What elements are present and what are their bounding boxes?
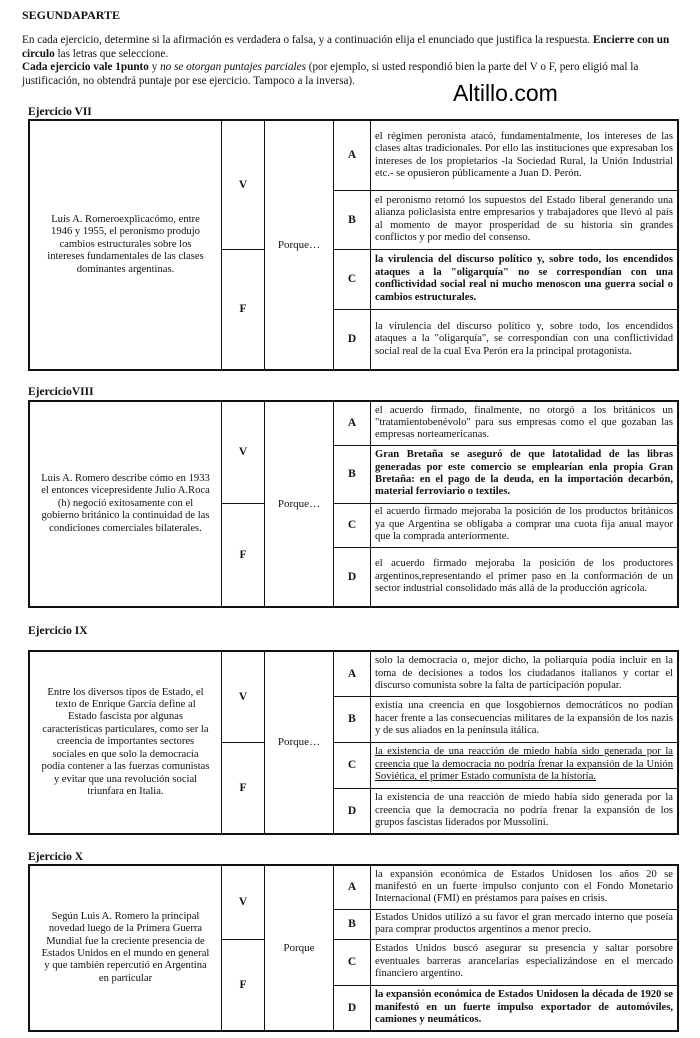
- false-option[interactable]: F: [222, 503, 265, 607]
- option-text: [371, 401, 679, 445]
- porque-label: Porque…: [265, 120, 334, 370]
- exercise-table: [28, 400, 679, 608]
- option-letter[interactable]: A: [334, 651, 371, 696]
- option-letter[interactable]: C: [334, 939, 371, 985]
- option-letter[interactable]: D: [334, 309, 371, 370]
- option-letter[interactable]: C: [334, 249, 371, 309]
- option-text: [371, 547, 679, 607]
- exercise-statement: Luis A. Romero describe cómo en 1933 el entonces vicepresidente Julio A.Roca (h) negoció exitosamente con el gobierno británico la continuidad de las condiciones comerciales bilaterales.: [29, 401, 222, 607]
- option-text-content: el acuerdo firmado, finalmente, no otorgó a los británicos un "tratamientobenévolo" para sus empresas como el que gozaban las empresas norteamericanas.: [375, 404, 673, 441]
- exercise-statement: Entre los diversos tipos de Estado, el texto de Enrique García define al Estado fascista por algunas características particulares, como ser la creencia de importantes sectores sociales en que solo la democracia podía contener a las fuerzas comunistas y evitar que una revolución social triunfara en Italia.: [29, 651, 222, 834]
- option-letter[interactable]: B: [334, 445, 371, 503]
- option-text: [371, 445, 679, 503]
- exercise-title: Ejercicio VII: [28, 106, 92, 118]
- option-text: [371, 788, 679, 834]
- option-text: [371, 120, 679, 191]
- true-option[interactable]: V: [222, 120, 265, 249]
- option-text: [371, 309, 679, 370]
- option-text: [371, 909, 679, 939]
- option-text-content: Estados Unidos utilizó a su favor el gran mercado interno que poseía para comprar productos argentinos a menor precio.: [375, 911, 673, 935]
- exercise-statement: Luis A. Romeroexplicacómo, entre 1946 y 1955, el peronismo produjo cambios estructurales sobre los intereses fundamentales de las clases dominantes argentinas.: [29, 120, 222, 370]
- option-text-content: el régimen peronista atacó, fundamentalmente, los intereses de las clases altas tradicionales. Por ello las instituciones que expresaban los intereses de los propietarios -la Sociedad Rural, la Unión Industrial etc.- se opusieron públicamente a Juan D. Perón.: [375, 130, 673, 179]
- option-text: [371, 939, 679, 985]
- option-text-content: la virulencia del discurso político y, sobre todo, los encendidos ataques a la "oligarquía" no se correspondían con una conflictividad social real ni mucho menoscon una guerra social o cambios estructurales.: [375, 254, 673, 303]
- option-text-content: la existencia de una reacción de miedo había sido generada por la creencia que la democracia no podría frenar la expansión de los grupos fascistas liderados por Mussolini.: [375, 792, 673, 828]
- exercise-table: [28, 119, 679, 371]
- option-letter[interactable]: A: [334, 865, 371, 909]
- porque-label: Porque…: [265, 401, 334, 607]
- instructions-text: (por ejemplo, si usted respondió bien la parte del V o F, pero eligió mal la justificación, no obtendrá puntaje por ese ejercicio. Tampoco a la inversa).: [22, 61, 639, 87]
- option-text-content: el peronismo retomó los supuestos del Estado liberal generando una alianza policlasista entre empresarios y trabajadores que llevó al país al momento de mayor prosperidad de su historia sin grandes conflictos y por medio del consenso.: [375, 194, 673, 244]
- instructions-text: y: [148, 61, 161, 73]
- option-text-content: existía una creencia en que losgobiernos democráticos no podían hacer frente a las consecuencias militares de la expansión de los nazis y de sus aliados en la península itálica.: [375, 700, 673, 737]
- false-option[interactable]: F: [222, 742, 265, 834]
- option-text: [371, 249, 679, 309]
- page-heading: SEGUNDAPARTE: [22, 8, 121, 22]
- option-text: [371, 865, 679, 909]
- exercise-table: [28, 864, 679, 1032]
- option-text-content: el acuerdo firmado mejoraba la posición de los productos británicos ya que Argentina se obligaba a comprar una cuota fija anual mayor que la comprada anteriormente.: [375, 506, 673, 543]
- option-letter[interactable]: A: [334, 120, 371, 191]
- exercise-table: [28, 650, 679, 835]
- option-text-content: el acuerdo firmado mejoraba la posición de los productores argentinos,representando el primer paso en la conformación de un sector industrial consolidado más allá de la producción agrícola.: [375, 558, 673, 594]
- option-text: [371, 191, 679, 249]
- option-text-content: la expansión económica de Estados Unidosen los años 20 se manifestó en un fuerte impulso conjunto con el Fondo Monetario Internacional (FMI) en préstamos para países en crisis.: [375, 868, 673, 905]
- option-letter[interactable]: C: [334, 503, 371, 547]
- instructions-emphasis: Cada ejercicio vale 1punto: [22, 61, 149, 73]
- option-text-content: Gran Bretaña se aseguró de que latotalidad de las libras generadas por este comercio se emplearían enla propia Gran Bretaña: en el pago de la deuda, en la importación decarbón, material ferroviario o textiles.: [375, 449, 673, 498]
- option-letter[interactable]: C: [334, 742, 371, 788]
- option-letter[interactable]: B: [334, 696, 371, 742]
- option-text-content: solo la democracia o, mejor dicho, la poliarquía podía incluir en la toma de decisiones a todos los ciudadanos italianos y cortar el discurso comunista sobre la falta de participación popular.: [375, 655, 673, 691]
- porque-label: Porque: [265, 865, 334, 1031]
- option-text: [371, 503, 679, 547]
- option-text: [371, 651, 679, 696]
- option-letter[interactable]: D: [334, 985, 371, 1031]
- exercise-title: Ejercicio IX: [28, 625, 88, 637]
- false-option[interactable]: F: [222, 939, 265, 1031]
- option-letter[interactable]: B: [334, 191, 371, 249]
- false-option[interactable]: F: [222, 249, 265, 370]
- option-text-content: Estados Unidos buscó asegurar su presencia y saltar porsobre eventuales barreras arancelarias especializándose en el mercado financiero argentino.: [375, 943, 673, 980]
- option-text: [371, 742, 679, 788]
- option-text-content: la expansión económica de Estados Unidosen la década de 1920 se manifestó en un fuerte impulso exportador de automóviles, camiones y neumáticos.: [375, 989, 673, 1025]
- option-text-content: la existencia de una reacción de miedo había sido generada por la creencia que la democracia no podría frenar la expansión de la Unión Soviética, el primer Estado comunista de la historia.: [375, 746, 673, 783]
- watermark: Altillo.com: [453, 80, 558, 106]
- exercise-title: EjercicioVIII: [28, 386, 94, 398]
- exercise-title: Ejercicio X: [28, 851, 84, 863]
- true-option[interactable]: V: [222, 401, 265, 503]
- instructions-emphasis: Encierre con un circulo: [22, 34, 670, 60]
- option-letter[interactable]: A: [334, 401, 371, 445]
- instructions: [22, 34, 692, 88]
- instructions-text: En cada ejercicio, determine si la afirmación es verdadera o falsa, y a continuación elija el enunciado que justifica la respuesta.: [22, 34, 593, 46]
- true-option[interactable]: V: [222, 651, 265, 742]
- option-text: [371, 696, 679, 742]
- instructions-text: las letras que seleccione.: [54, 47, 169, 60]
- porque-label: Porque…: [265, 651, 334, 834]
- exercise-statement: Según Luis A. Romero la principal novedad luego de la Primera Guerra Mundial fue la creciente presencia de Estados Unidos en el mundo en general y que también repercutió en Argentina en particular: [29, 865, 222, 1031]
- option-text: [371, 985, 679, 1031]
- option-text-content: la virulencia del discurso político y, sobre todo, los encendidos ataques a la "oligarquía", se correspondían con una conflictividad social real de la cual Eva Perón era la principal protagonista.: [375, 320, 673, 357]
- instructions-italic: no se otorgan puntajes parciales: [160, 61, 306, 73]
- option-letter[interactable]: D: [334, 788, 371, 834]
- option-letter[interactable]: D: [334, 547, 371, 607]
- option-letter[interactable]: B: [334, 909, 371, 939]
- true-option[interactable]: V: [222, 865, 265, 939]
